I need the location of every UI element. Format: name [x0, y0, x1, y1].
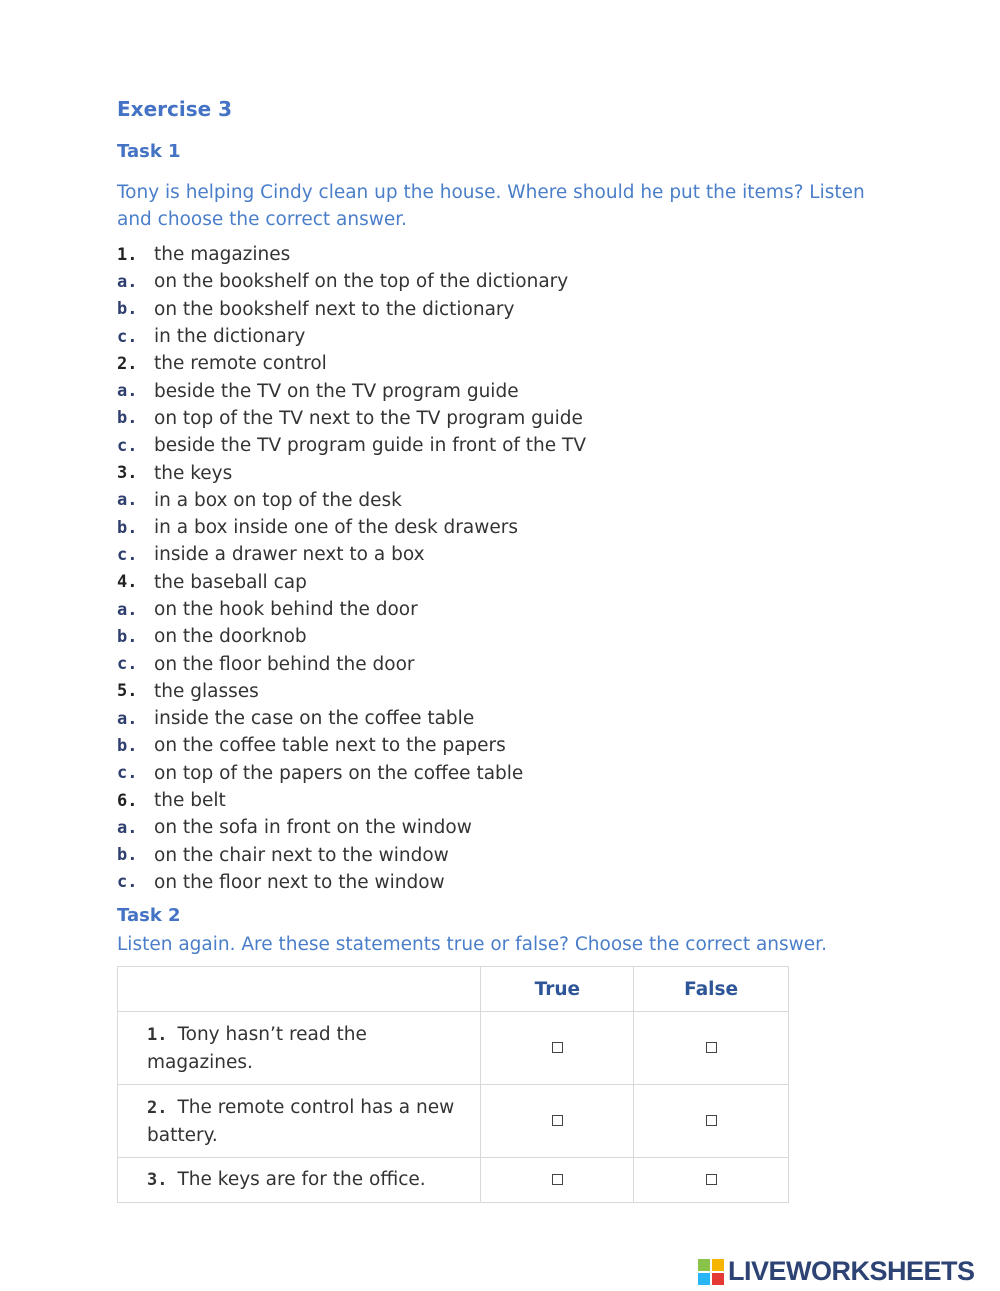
answer-option[interactable]	[117, 296, 586, 323]
true-checkbox-cell[interactable]	[481, 1012, 634, 1085]
question	[117, 459, 586, 486]
answer-option[interactable]	[117, 596, 586, 623]
option-letter: c.	[117, 654, 138, 675]
false-checkbox-cell[interactable]	[634, 1012, 789, 1085]
statement-header	[118, 967, 481, 1012]
answer-option[interactable]	[117, 405, 586, 432]
task1-instructions: Tony is helping Cindy clean up the house. Where should he put the items? Listen and choose the correct answer.	[117, 182, 865, 230]
option-letter: b.	[117, 408, 138, 429]
logo-text: LIVEWORKSHEETS	[728, 1256, 975, 1286]
answer-option[interactable]	[117, 377, 586, 404]
task2-title: Task 2	[117, 905, 181, 926]
statement-number: 3.	[147, 1170, 168, 1190]
answer-option[interactable]	[117, 541, 586, 568]
option-letter: b.	[117, 626, 138, 647]
question-number: 4.	[117, 572, 138, 593]
answer-option[interactable]	[117, 732, 586, 759]
table-row	[118, 1085, 789, 1158]
table-header-row	[118, 967, 789, 1012]
option-letter: a.	[117, 708, 138, 729]
option-letter: a.	[117, 817, 138, 838]
statement-text: The keys are for the office.	[177, 1169, 426, 1190]
statement-text: The remote control has a new battery.	[147, 1096, 455, 1146]
option-letter: a.	[117, 599, 138, 620]
option-letter: b.	[117, 299, 138, 320]
option-letter: c.	[117, 435, 138, 456]
false-checkbox[interactable]	[706, 1042, 717, 1053]
option-text: on top of the papers on the coffee table	[154, 762, 524, 784]
option-text: on the doorknob	[154, 626, 307, 648]
true-false-table	[117, 966, 789, 1203]
option-text: beside the TV program guide in front of the TV	[154, 435, 586, 457]
statement-text: Tony hasn’t read the magazines.	[147, 1023, 367, 1073]
answer-option[interactable]	[117, 323, 586, 350]
statement-cell	[118, 1158, 481, 1203]
true-checkbox-cell[interactable]	[481, 1085, 634, 1158]
statement-number: 1.	[147, 1024, 168, 1045]
question-number: 1.	[117, 244, 138, 265]
question-number: 3.	[117, 463, 138, 484]
logo-squares-icon	[698, 1259, 724, 1285]
false-checkbox[interactable]	[706, 1174, 717, 1185]
option-text: in the dictionary	[154, 326, 306, 348]
question	[117, 678, 586, 705]
answer-option[interactable]	[117, 650, 586, 677]
option-text: on the bookshelf next to the dictionary	[154, 298, 515, 320]
answer-option[interactable]	[117, 487, 586, 514]
option-text: on the hook behind the door	[154, 599, 418, 620]
option-text: on the sofa in front on the window	[154, 817, 472, 839]
exercise-title: Exercise 3	[117, 97, 233, 121]
true-header: True	[481, 967, 634, 1012]
task2-instructions: Listen again. Are these statements true or false? Choose the correct answer.	[117, 934, 827, 955]
option-text: beside the TV on the TV program guide	[154, 380, 519, 402]
answer-option[interactable]	[117, 268, 586, 295]
statement-number: 2.	[147, 1097, 168, 1118]
answer-option[interactable]	[117, 814, 586, 841]
question-text: the baseball cap	[154, 571, 307, 593]
option-letter: c.	[117, 763, 138, 784]
question-number: 2.	[117, 353, 138, 374]
statement-cell	[118, 1085, 481, 1158]
option-letter: b.	[117, 845, 138, 866]
statement-cell	[118, 1012, 481, 1085]
answer-option[interactable]	[117, 705, 586, 732]
true-checkbox[interactable]	[552, 1115, 563, 1126]
false-header: False	[634, 967, 789, 1012]
answer-option[interactable]	[117, 869, 586, 896]
option-text: on the bookshelf on the top of the dictionary	[154, 271, 569, 293]
option-text: in a box inside one of the desk drawers	[154, 517, 518, 539]
question-number: 6.	[117, 790, 138, 811]
question-text: the belt	[154, 790, 226, 812]
task1-title: Task 1	[117, 141, 181, 162]
option-letter: c.	[117, 872, 138, 893]
answer-option[interactable]	[117, 514, 586, 541]
answer-option[interactable]	[117, 760, 586, 787]
true-checkbox[interactable]	[552, 1174, 563, 1185]
question	[117, 241, 586, 268]
false-checkbox-cell[interactable]	[634, 1158, 789, 1203]
option-text: on the floor next to the window	[154, 871, 445, 893]
option-text: on the chair next to the window	[154, 844, 449, 866]
option-text: inside a drawer next to a box	[154, 544, 425, 566]
option-letter: a.	[117, 490, 138, 511]
option-letter: b.	[117, 735, 138, 756]
question-text: the glasses	[154, 680, 259, 702]
option-letter: c.	[117, 544, 138, 565]
question	[117, 787, 586, 814]
table-row	[118, 1012, 789, 1085]
false-checkbox-cell[interactable]	[634, 1085, 789, 1158]
option-letter: b.	[117, 517, 138, 538]
question-number: 5.	[117, 681, 138, 702]
answer-option[interactable]	[117, 623, 586, 650]
answer-option[interactable]	[117, 842, 586, 869]
question	[117, 569, 586, 596]
false-checkbox[interactable]	[706, 1115, 717, 1126]
question	[117, 350, 586, 377]
true-checkbox[interactable]	[552, 1042, 563, 1053]
option-text: on top of the TV next to the TV program guide	[154, 407, 583, 429]
option-letter: a.	[117, 381, 138, 402]
option-letter: c.	[117, 326, 138, 347]
option-text: on the floor behind the door	[154, 653, 415, 675]
question-text: the remote control	[154, 353, 327, 375]
answer-option[interactable]	[117, 432, 586, 459]
question-text: the keys	[154, 462, 233, 484]
option-text: inside the case on the coffee table	[154, 708, 475, 730]
option-text: on the coffee table next to the papers	[154, 735, 506, 757]
question-text: the magazines	[154, 244, 291, 266]
task1-question-list	[117, 241, 586, 896]
true-checkbox-cell[interactable]	[481, 1158, 634, 1203]
table-row	[118, 1158, 789, 1203]
liveworksheets-logo	[698, 1256, 975, 1287]
option-text: in a box on top of the desk	[154, 489, 402, 511]
option-letter: a.	[117, 271, 138, 292]
